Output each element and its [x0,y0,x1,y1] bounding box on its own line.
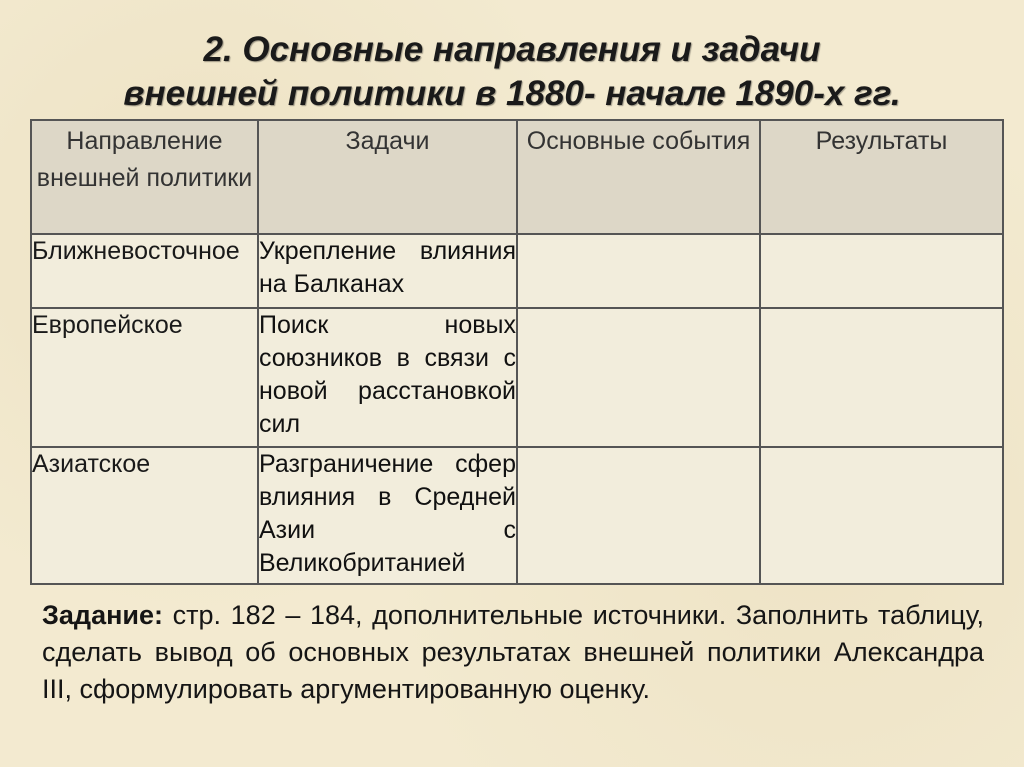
cell-direction [31,234,258,308]
slide-title [0,28,1024,116]
table-row [31,308,1003,447]
cell-direction: Азиатское [31,447,258,584]
header-direction: Направление внешней политики [31,120,258,234]
cell-events [517,447,760,584]
cell-events [517,308,760,447]
header-results: Результаты [760,120,1003,234]
direction-text: Ближневосточное [32,237,240,265]
table-row [31,447,1003,584]
foreign-policy-table [30,119,1004,585]
cell-results [760,234,1003,308]
header-tasks: Задачи [258,120,517,234]
table-header-row [31,120,1003,234]
cell-tasks: Поиск новых союзников в связи с новой расстановкой сил [258,308,517,447]
header-events: Основные события [517,120,760,234]
assignment-body: стр. 182 – 184, дополнительные источники. Заполнить таблицу, сделать вывод об основных результатах внешней политики Александра III, сформулировать аргументированную оценку. [42,600,984,704]
table-row [31,234,1003,308]
cell-events [517,234,760,308]
assignment-label: Задание: [42,600,163,630]
cell-results [760,447,1003,584]
assignment-text [42,597,984,708]
cell-direction: Европейское [31,308,258,447]
title-line-1: 2. Основные направления и задачи [203,30,821,69]
cell-tasks: Разграничение сфер влияния в Средней Азии с Великобританией [258,447,517,584]
cell-results [760,308,1003,447]
title-line-2: внешней политики в 1880- начале 1890-х гг. [123,74,901,113]
cell-tasks: Укрепление влияния на Балканах [258,234,517,308]
